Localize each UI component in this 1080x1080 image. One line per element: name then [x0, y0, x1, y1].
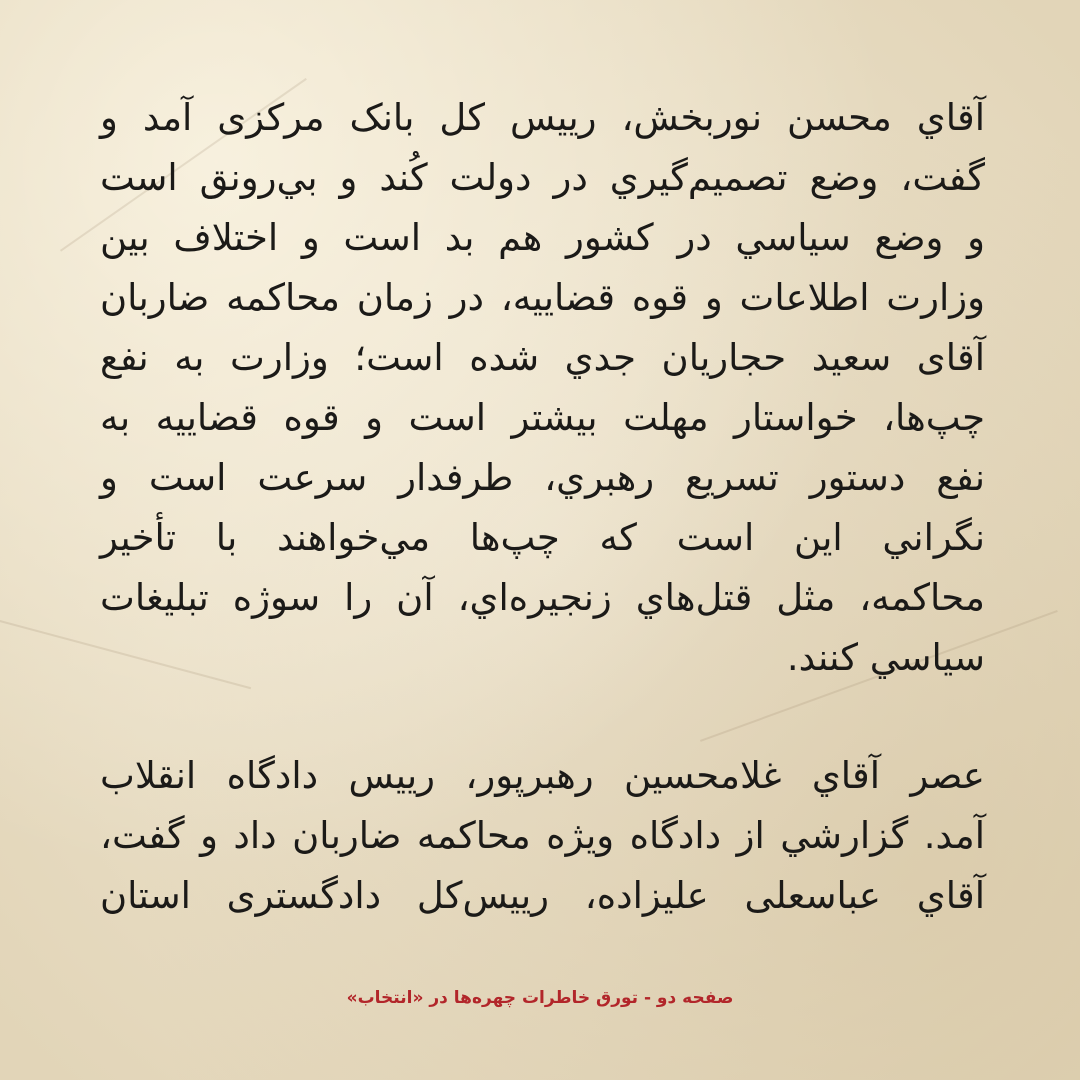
- text-line: آقاي محسن نوربخش، رييس كل بانک مرکزی آمد و: [100, 96, 985, 139]
- page-footer-caption: صفحه دو - تورق خاطرات چهره‌ها در «انتخاب»: [346, 988, 734, 1008]
- paragraph-2: [100, 746, 985, 926]
- text-line: آمد. گزارشي از دادگاه ويژه محاكمه ضاربان داد و گفت،: [100, 814, 985, 857]
- text-line: وزارت اطلاعات و قوه قضاييه، در زمان محاكمه ضاربان: [100, 276, 985, 319]
- text-line: محاكمه، مثل قتل‌هاي زنجيره‌اي، آن را سوژه تبليغات: [100, 576, 985, 619]
- document-body: [100, 88, 985, 926]
- text-line: سياسي كنند.: [786, 636, 985, 679]
- text-line: عصر آقاي غلامحسين رهبرپور، رييس دادگاه انقلاب: [100, 754, 985, 797]
- text-line: نگراني اين است كه چپ‌ها مي‌خواهند با تأخير: [100, 516, 985, 559]
- text-line: چپ‌ها، خواستار مهلت بيشتر است و قوه قضاييه به: [100, 396, 985, 439]
- paragraph-1: [100, 88, 985, 688]
- text-line: نفع دستور تسريع رهبري، طرفدار سرعت است و: [100, 456, 985, 499]
- text-line: گفت، وضع تصميم‌گيري در دولت کُند و بي‌رونق است: [100, 156, 985, 199]
- text-line: آقای سعيد حجاريان جدي شده است؛ وزارت به نفع: [100, 336, 985, 379]
- text-line: آقاي عباسعلی علیزاده، رییس‌کل دادگستری استان: [100, 874, 985, 917]
- text-line: و وضع سياسي در كشور هم بد است و اختلاف بين: [100, 216, 985, 259]
